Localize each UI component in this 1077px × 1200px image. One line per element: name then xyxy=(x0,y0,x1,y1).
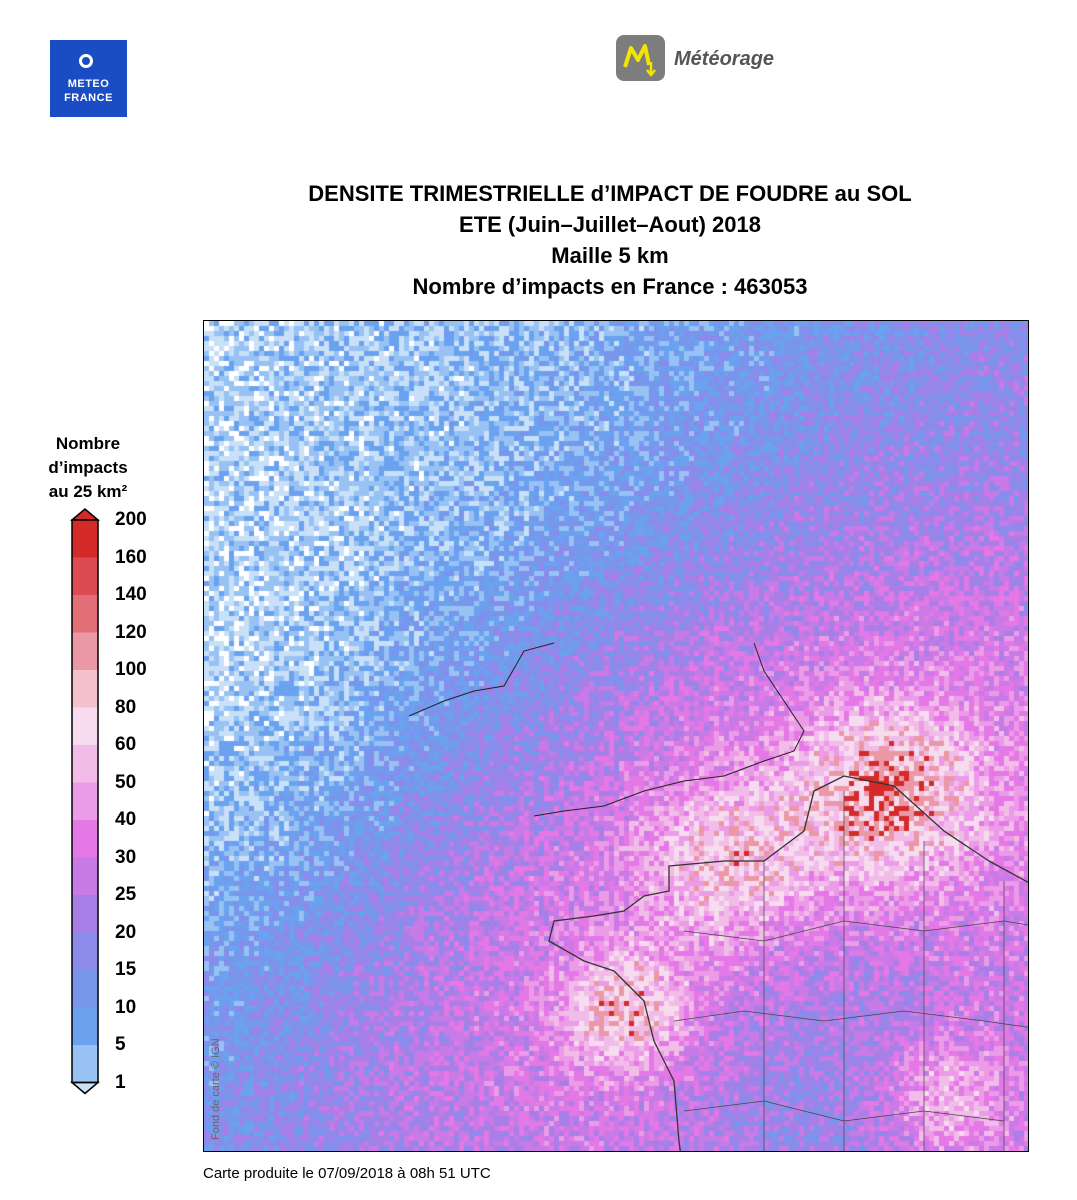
scale-swatch xyxy=(72,970,98,1008)
scale-tick-label: 50 xyxy=(115,771,137,793)
map-title-block xyxy=(230,178,990,302)
scale-tick-label: 200 xyxy=(115,509,147,530)
meteo-france-logo-line1: METEO xyxy=(67,78,110,90)
scale-swatch xyxy=(72,558,98,596)
map-credit: Fond de carte © IGN xyxy=(210,1038,222,1140)
scale-tick-label: 5 xyxy=(115,1034,126,1055)
scale-swatch xyxy=(72,1045,98,1083)
scale-swatch xyxy=(72,933,98,971)
scale-swatch xyxy=(72,633,98,671)
scale-swatch xyxy=(72,1008,98,1046)
france-outline xyxy=(549,776,1028,1151)
scale-swatch xyxy=(72,708,98,746)
dept-lines xyxy=(674,791,1028,1151)
scale-tick-label: 30 xyxy=(115,846,137,868)
meteo-france-emblem-icon xyxy=(79,54,93,68)
meteorage-logo xyxy=(616,35,816,81)
scale-swatch xyxy=(72,820,98,858)
coastline-borders-overlay xyxy=(204,321,1028,1151)
legend-title-line1: Nombre d’impacts xyxy=(48,434,128,477)
scale-swatch xyxy=(72,670,98,708)
scale-tick-label: 40 xyxy=(115,809,137,830)
lightning-density-map xyxy=(203,320,1029,1152)
scale-tick-label: 160 xyxy=(115,546,147,568)
color-scale-bar xyxy=(60,505,110,1105)
scale-swatch xyxy=(72,595,98,633)
meteo-france-logo xyxy=(50,40,127,117)
scale-tick-label: 120 xyxy=(115,621,147,643)
scale-tick-label: 20 xyxy=(115,921,137,943)
scale-swatch xyxy=(72,520,98,558)
scale-swatch xyxy=(72,783,98,821)
scale-top-arrow xyxy=(72,509,98,520)
scale-tick-label: 100 xyxy=(115,659,147,680)
title-line-1: DENSITE TRIMESTRIELLE d’IMPACT DE FOUDRE au SOL xyxy=(308,181,912,206)
scale-tick-label: 1 xyxy=(115,1071,126,1093)
scale-swatch xyxy=(72,858,98,896)
title-line-2: ETE (Juin–Juillet–Aout) 2018 xyxy=(459,212,761,237)
legend-title-line2: au 25 km² xyxy=(48,482,128,501)
uk-coast xyxy=(409,643,804,816)
scale-tick-label: 60 xyxy=(115,734,137,755)
scale-tick-label: 25 xyxy=(115,884,137,905)
meteorage-name: Météorage xyxy=(674,48,775,70)
scale-swatch xyxy=(72,895,98,933)
legend-title xyxy=(18,432,158,504)
scale-tick-label: 10 xyxy=(115,996,137,1018)
meteorage-tile-icon xyxy=(616,35,665,81)
scale-tick-label: 140 xyxy=(115,584,147,605)
scale-swatch xyxy=(72,745,98,783)
map-production-date: Carte produite le 07/09/2018 à 08h 51 UTC xyxy=(203,1165,491,1182)
scale-tick-label: 15 xyxy=(115,959,137,980)
scale-bottom-arrow xyxy=(72,1083,98,1094)
title-line-3: Maille 5 km xyxy=(551,243,669,268)
scale-tick-label: 80 xyxy=(115,696,137,718)
meteo-france-logo-line2: FRANCE xyxy=(64,92,113,104)
title-line-4: Nombre d’impacts en France : 463053 xyxy=(412,274,808,299)
